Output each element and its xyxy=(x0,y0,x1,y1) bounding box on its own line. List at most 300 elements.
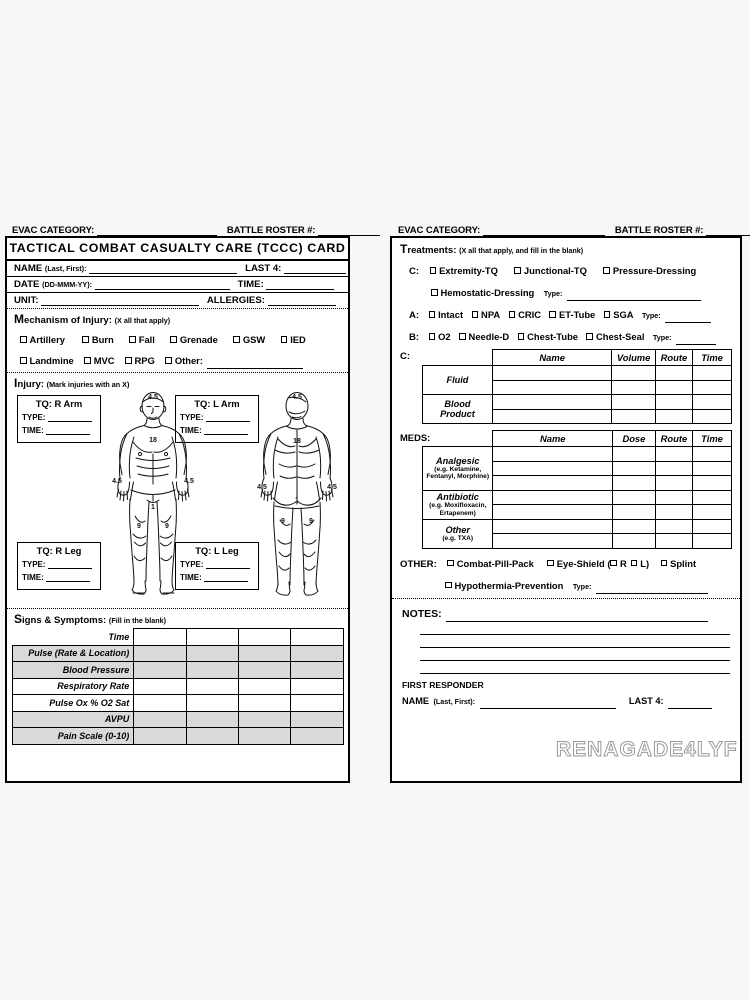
label-left-arm-anterior: 4.5 xyxy=(184,478,194,485)
label-torso-posterior: 18 xyxy=(293,438,301,445)
fluids-row-label-blood-product: Blood Product xyxy=(423,395,493,424)
meds-cell[interactable] xyxy=(613,505,656,520)
checkbox-box-icon[interactable] xyxy=(429,333,436,340)
treatments-heading xyxy=(400,242,732,256)
allergies-input[interactable] xyxy=(268,296,336,306)
checkbox-box-icon[interactable] xyxy=(165,357,172,364)
checkbox-box-icon[interactable] xyxy=(603,267,610,274)
checkbox-hypothermia-label: Hypothermia-Prevention xyxy=(454,579,564,591)
checkbox-box-icon[interactable] xyxy=(233,336,240,343)
battle-roster-label-left: BATTLE ROSTER #: xyxy=(226,225,316,236)
treatments-c-row-1 xyxy=(400,261,732,279)
signs-cell[interactable] xyxy=(238,645,290,662)
checkbox-box-icon[interactable] xyxy=(429,311,436,318)
checkbox-box-icon[interactable] xyxy=(604,311,611,318)
fluids-header-volume: Volume xyxy=(612,350,655,366)
notes-input-2[interactable] xyxy=(420,634,730,635)
field-row-unit xyxy=(7,293,348,308)
checkbox-box-icon[interactable] xyxy=(431,289,438,296)
checkbox-sga-label: SGA xyxy=(613,309,634,320)
checkbox-eye-shield-r[interactable] xyxy=(610,558,626,569)
fluids-header-time: Time xyxy=(693,350,732,366)
fluids-cell[interactable] xyxy=(655,395,692,410)
mechanism-heading-rest: echanism of Injury: xyxy=(24,315,112,326)
fluids-cell[interactable] xyxy=(492,380,612,395)
last4-input[interactable] xyxy=(284,264,346,274)
signs-cell[interactable] xyxy=(238,629,290,646)
table-row xyxy=(423,366,732,381)
meds-section xyxy=(392,424,740,549)
evac-bar-right xyxy=(398,225,750,236)
checkbox-box-icon[interactable] xyxy=(586,333,593,340)
tq-box-right-leg[interactable] xyxy=(17,542,101,590)
checkbox-cric[interactable] xyxy=(509,309,541,320)
row-label-pulse-ox: Pulse Ox % O2 Sat xyxy=(12,695,134,712)
meds-cell[interactable] xyxy=(493,534,613,549)
breathing-label: B: xyxy=(409,332,420,343)
meds-row-label-antibiotic: Antibiotic (e.g. Moxifloxacin, Ertapenem) xyxy=(423,490,493,519)
checkbox-artillery[interactable] xyxy=(20,334,65,345)
meds-cell[interactable] xyxy=(693,447,732,462)
tq-left-leg-time-input[interactable] xyxy=(204,572,248,582)
checkbox-box-icon[interactable] xyxy=(281,336,288,343)
other-mechanism-input[interactable] xyxy=(207,359,303,369)
battle-roster-input-left[interactable] xyxy=(318,226,380,236)
field-row-date xyxy=(7,277,348,293)
evac-category-input-left[interactable] xyxy=(97,226,217,236)
checkbox-splint[interactable] xyxy=(661,558,697,569)
notes-section xyxy=(392,599,740,674)
meds-cell[interactable] xyxy=(493,476,613,491)
meds-cell[interactable] xyxy=(655,534,692,549)
checkbox-et-tube-label: ET-Tube xyxy=(558,309,596,320)
checkbox-burn[interactable] xyxy=(82,334,113,345)
fluids-row-label-fluid: Fluid xyxy=(423,366,493,395)
table-header-row xyxy=(423,431,732,447)
checkbox-chest-seal-label: Chest-Seal xyxy=(595,331,645,342)
fluids-cell[interactable] xyxy=(492,366,612,381)
fluids-cell[interactable] xyxy=(612,395,655,410)
checkbox-extremity-tq[interactable] xyxy=(430,265,498,276)
name-hint: (Last, First): xyxy=(44,264,87,273)
checkbox-chest-tube-label: Chest-Tube xyxy=(527,331,579,342)
breathing-type-input[interactable] xyxy=(676,335,716,345)
checkbox-box-icon[interactable] xyxy=(518,333,525,340)
signs-cell[interactable] xyxy=(291,728,343,745)
checkbox-box-icon[interactable] xyxy=(20,357,27,364)
checkbox-other-label: Other: xyxy=(174,355,203,366)
hemostatic-type-input[interactable] xyxy=(567,291,701,301)
checkbox-npa[interactable] xyxy=(472,309,501,320)
checkbox-pressure-dressing-label: Pressure-Dressing xyxy=(612,265,697,276)
tq-right-leg-time: TIME: xyxy=(22,572,96,582)
responder-last4-input[interactable] xyxy=(668,699,712,709)
fluids-cell[interactable] xyxy=(492,395,612,410)
checkbox-other-mechanism[interactable] xyxy=(165,355,203,366)
circulation-label: C: xyxy=(409,266,420,277)
signs-cell[interactable] xyxy=(238,695,290,712)
checkbox-o2-label: O2 xyxy=(438,331,451,342)
time-input[interactable] xyxy=(266,280,334,290)
injury-heading xyxy=(14,376,341,390)
treatments-b-row xyxy=(400,327,732,345)
checkbox-box-icon[interactable] xyxy=(447,560,454,567)
date-label: DATE xyxy=(14,279,40,290)
signs-cell[interactable] xyxy=(134,678,186,695)
label-left-leg-anterior: 9 xyxy=(165,523,169,530)
meds-cell[interactable] xyxy=(493,519,613,534)
checkbox-ied-label: IED xyxy=(290,334,306,345)
checkbox-box-icon[interactable] xyxy=(610,560,617,567)
fluids-cell[interactable] xyxy=(492,409,612,424)
checkbox-burn-label: Burn xyxy=(91,334,114,345)
hypothermia-type-input[interactable] xyxy=(596,584,708,594)
tccc-card-back xyxy=(390,236,742,783)
row-label-blood-pressure: Blood Pressure xyxy=(12,662,134,679)
fluids-cell[interactable] xyxy=(693,366,732,381)
checkbox-needle-d-label: Needle-D xyxy=(468,331,510,342)
tq-right-arm-time-input[interactable] xyxy=(46,425,90,435)
tq-right-leg-title: TQ: R Leg xyxy=(36,545,82,556)
table-header-row xyxy=(423,350,732,366)
checkbox-box-icon[interactable] xyxy=(129,336,136,343)
checkbox-chest-tube[interactable] xyxy=(518,331,578,342)
table-row xyxy=(12,728,343,745)
row-label-pulse: Pulse (Rate & Location) xyxy=(12,645,134,662)
responder-name-input[interactable] xyxy=(480,699,616,709)
injury-hint: (Mark injuries with an X) xyxy=(46,380,130,389)
meds-cell[interactable] xyxy=(493,505,613,520)
meds-cell[interactable] xyxy=(493,490,613,505)
label-torso-anterior: 18 xyxy=(149,437,157,444)
card-title: TACTICAL COMBAT CASUALTY CARE (TCCC) CARD xyxy=(7,238,348,261)
checkbox-box-icon[interactable] xyxy=(82,336,89,343)
tq-left-leg-time: TIME: xyxy=(180,572,254,582)
checkbox-et-tube[interactable] xyxy=(549,309,595,320)
signs-cell[interactable] xyxy=(134,695,186,712)
name-input[interactable] xyxy=(89,264,237,274)
treatments-heading-rest: reatments: xyxy=(407,245,457,256)
checkbox-fall-label: Fall xyxy=(138,334,155,345)
evac-category-input-right[interactable] xyxy=(483,226,605,236)
checkbox-box-icon[interactable] xyxy=(20,336,27,343)
tq-right-arm-type: TYPE: xyxy=(22,412,96,422)
first-responder-name-row xyxy=(402,691,730,709)
fluids-cell[interactable] xyxy=(693,409,732,424)
signs-cell[interactable] xyxy=(186,645,238,662)
body-figure-anterior[interactable] xyxy=(107,390,199,610)
responder-last4-label: LAST 4: xyxy=(628,695,664,706)
signs-cell[interactable] xyxy=(238,662,290,679)
mechanism-heading-initial: M xyxy=(14,312,24,326)
meds-cell[interactable] xyxy=(613,461,656,476)
notes-input-1[interactable] xyxy=(446,612,708,622)
checkbox-box-icon[interactable] xyxy=(472,311,479,318)
signs-cell[interactable] xyxy=(186,695,238,712)
meds-cell[interactable] xyxy=(613,534,656,549)
fluids-cell[interactable] xyxy=(693,380,732,395)
evac-bar-left xyxy=(12,225,380,236)
label-groin-posterior: 1 xyxy=(295,497,299,504)
tq-box-right-arm[interactable] xyxy=(17,395,101,443)
fluids-table xyxy=(422,349,732,424)
checkbox-box-icon[interactable] xyxy=(445,582,452,589)
checkbox-box-icon[interactable] xyxy=(84,357,91,364)
table-row xyxy=(12,629,343,646)
checkbox-box-icon[interactable] xyxy=(509,311,516,318)
fluids-cell[interactable] xyxy=(612,380,655,395)
meds-cell[interactable] xyxy=(613,519,656,534)
checkbox-eye-shield[interactable] xyxy=(547,558,610,569)
treatments-c-row-2 xyxy=(400,283,732,301)
label-left-arm-posterior: 4.5 xyxy=(327,484,337,491)
checkbox-gsw[interactable] xyxy=(233,334,265,345)
checkbox-chest-seal[interactable] xyxy=(586,331,644,342)
time-label: TIME: xyxy=(237,279,264,290)
tq-left-leg-type-input[interactable] xyxy=(206,559,250,569)
checkbox-box-icon[interactable] xyxy=(125,357,132,364)
eye-shield-paren-close: ) xyxy=(645,557,650,569)
table-row xyxy=(12,662,343,679)
label-groin-anterior: 1 xyxy=(151,504,155,511)
table-row xyxy=(12,695,343,712)
checkbox-eye-shield-l[interactable] xyxy=(631,558,646,569)
fluids-cell[interactable] xyxy=(655,366,692,381)
fluids-cell[interactable] xyxy=(655,380,692,395)
checkbox-intact[interactable] xyxy=(429,309,464,320)
signs-cell[interactable] xyxy=(238,711,290,728)
hemostatic-type-label: Type: xyxy=(543,289,563,298)
checkbox-box-icon[interactable] xyxy=(170,336,177,343)
checkbox-grenade[interactable] xyxy=(170,334,218,345)
signs-cell[interactable] xyxy=(291,711,343,728)
meds-cell[interactable] xyxy=(655,505,692,520)
name-label: NAME xyxy=(14,263,43,274)
battle-roster-label-right: BATTLE ROSTER #: xyxy=(614,225,704,236)
meds-cell[interactable] xyxy=(655,447,692,462)
tq-right-leg-type-input[interactable] xyxy=(48,559,92,569)
signs-cell[interactable] xyxy=(134,662,186,679)
tq-left-arm-time: TIME: xyxy=(180,425,254,435)
signs-heading xyxy=(14,612,341,626)
label-right-leg-posterior: 9 xyxy=(281,518,285,525)
meds-cell[interactable] xyxy=(655,519,692,534)
checkbox-mvc-label: MVC xyxy=(93,355,115,366)
label-left-leg-posterior: 9 xyxy=(309,518,313,525)
checkbox-box-icon[interactable] xyxy=(514,267,521,274)
signs-cell[interactable] xyxy=(291,629,343,646)
meds-cell[interactable] xyxy=(655,461,692,476)
meds-header-route: Route xyxy=(655,431,692,447)
meds-cell[interactable] xyxy=(655,476,692,491)
meds-header-dose: Dose xyxy=(613,431,656,447)
checkbox-grenade-label: Grenade xyxy=(179,334,218,345)
signs-cell[interactable] xyxy=(186,711,238,728)
injury-heading-rest: njury: xyxy=(17,379,44,390)
watermark-text: RENAGADE4LYF xyxy=(556,738,738,761)
tq-right-leg-time-input[interactable] xyxy=(46,572,90,582)
checkbox-sga[interactable] xyxy=(604,309,634,320)
checkbox-cric-label: CRIC xyxy=(518,309,542,320)
signs-cell[interactable] xyxy=(186,629,238,646)
battle-roster-input-right[interactable] xyxy=(706,226,750,236)
notes-input-3[interactable] xyxy=(420,647,730,648)
notes-input-4[interactable] xyxy=(420,660,730,661)
body-figure-posterior[interactable] xyxy=(251,390,343,610)
checkbox-box-icon[interactable] xyxy=(547,560,554,567)
tq-left-arm-time-input[interactable] xyxy=(204,425,248,435)
fluids-header-name: Name xyxy=(492,350,612,366)
signs-cell[interactable] xyxy=(291,662,343,679)
responder-name-hint: (Last, First): xyxy=(433,696,476,706)
signs-hint: (Fill in the blank) xyxy=(108,616,167,625)
treatments-section xyxy=(392,238,740,345)
checkbox-splint-label: Splint xyxy=(670,557,697,569)
mechanism-section xyxy=(7,309,348,372)
row-label-time: Time xyxy=(108,631,130,642)
meds-header-time: Time xyxy=(693,431,732,447)
checkbox-junctional-tq[interactable] xyxy=(514,265,587,276)
unit-label: UNIT: xyxy=(14,295,39,306)
notes-row-1 xyxy=(402,604,730,622)
row-label-pain-scale: Pain Scale (0-10) xyxy=(12,728,134,745)
meds-cell[interactable] xyxy=(693,534,732,549)
meds-cell[interactable] xyxy=(655,490,692,505)
signs-cell[interactable] xyxy=(186,728,238,745)
responder-name-label: NAME xyxy=(402,695,430,706)
signs-cell[interactable] xyxy=(291,678,343,695)
row-label-respiratory-rate: Respiratory Rate xyxy=(12,678,134,695)
tq-right-arm-title: TQ: R Arm xyxy=(35,398,83,409)
checkbox-box-icon[interactable] xyxy=(549,311,556,318)
fluids-cell[interactable] xyxy=(693,395,732,410)
treatments-a-row xyxy=(400,305,732,323)
checkbox-combat-pill-pack[interactable] xyxy=(447,558,534,569)
airway-type-input[interactable] xyxy=(665,313,711,323)
table-row xyxy=(12,678,343,695)
signs-cell[interactable] xyxy=(238,678,290,695)
checkbox-intact-label: Intact xyxy=(438,309,464,320)
breathing-type-label: Type: xyxy=(652,333,672,342)
checkbox-pressure-dressing[interactable] xyxy=(603,265,696,276)
other-row-2 xyxy=(400,576,732,594)
checkbox-junctional-tq-label: Junctional-TQ xyxy=(523,265,587,276)
meds-cell[interactable] xyxy=(493,447,613,462)
checkbox-box-icon[interactable] xyxy=(459,333,466,340)
tccc-card-front xyxy=(5,236,350,783)
date-input[interactable] xyxy=(95,280,230,290)
label-head-posterior: 4.5 xyxy=(292,394,302,401)
hypothermia-type-label: Type: xyxy=(572,581,592,591)
evac-category-label-right: EVAC CATEGORY: xyxy=(398,225,481,236)
meds-cell[interactable] xyxy=(493,461,613,476)
signs-cell[interactable] xyxy=(134,711,186,728)
checkbox-landmine-label: Landmine xyxy=(29,355,74,366)
checkbox-fall[interactable] xyxy=(129,334,155,345)
table-row xyxy=(12,711,343,728)
signs-cell[interactable] xyxy=(134,629,186,646)
label-head-anterior: 4.5 xyxy=(148,394,158,401)
tq-right-arm-time: TIME: xyxy=(22,425,96,435)
checkbox-ied[interactable] xyxy=(281,334,306,345)
meds-cell[interactable] xyxy=(693,505,732,520)
body-diagram-area xyxy=(7,390,348,608)
meds-row-label-other: Other (e.g. TXA) xyxy=(423,519,493,548)
checkbox-hypothermia-prevention[interactable] xyxy=(445,580,563,591)
meds-cell[interactable] xyxy=(613,490,656,505)
checkbox-extremity-tq-label: Extremity-TQ xyxy=(439,265,498,276)
meds-cell[interactable] xyxy=(693,461,732,476)
checkbox-box-icon[interactable] xyxy=(661,560,668,567)
signs-cell[interactable] xyxy=(186,678,238,695)
checkbox-rpg[interactable] xyxy=(125,355,155,366)
meds-table xyxy=(422,430,732,549)
label-right-arm-anterior: 4.5 xyxy=(112,478,122,485)
checkbox-eye-shield-r-label: R xyxy=(619,557,627,569)
date-hint: (DD-MMM-YY): xyxy=(42,280,92,289)
first-responder-title: FIRST RESPONDER xyxy=(402,679,484,690)
signs-cell[interactable] xyxy=(291,695,343,712)
checkbox-needle-d[interactable] xyxy=(459,331,509,342)
signs-cell[interactable] xyxy=(134,645,186,662)
tq-right-leg-type: TYPE: xyxy=(22,559,96,569)
checkbox-o2[interactable] xyxy=(429,331,451,342)
signs-cell[interactable] xyxy=(291,645,343,662)
tq-right-arm-type-input[interactable] xyxy=(48,412,92,422)
checkbox-box-icon[interactable] xyxy=(430,267,437,274)
checkbox-artillery-label: Artillery xyxy=(29,334,65,345)
meds-header-name: Name xyxy=(493,431,613,447)
table-row xyxy=(12,645,343,662)
allergies-label: ALLERGIES: xyxy=(206,295,265,306)
checkbox-eye-shield-l-label: L xyxy=(640,557,646,569)
treatments-hint: (X all that apply, and fill in the blank) xyxy=(459,246,584,255)
fluids-cell[interactable] xyxy=(612,409,655,424)
injury-heading-initial: I xyxy=(14,376,18,390)
mechanism-row-1 xyxy=(14,330,341,348)
tq-left-arm-type-input[interactable] xyxy=(206,412,250,422)
field-row-name xyxy=(7,261,348,277)
airway-type-label: Type: xyxy=(642,311,661,320)
signs-cell[interactable] xyxy=(186,662,238,679)
checkbox-hemostatic-dressing-label: Hemostatic-Dressing xyxy=(440,287,535,298)
meds-cell[interactable] xyxy=(613,476,656,491)
unit-input[interactable] xyxy=(41,296,199,306)
fluids-header-route: Route xyxy=(655,350,692,366)
checkbox-landmine[interactable] xyxy=(20,355,74,366)
tq-left-leg-type: TYPE: xyxy=(180,559,254,569)
meds-cell[interactable] xyxy=(693,490,732,505)
signs-cell[interactable] xyxy=(238,728,290,745)
row-label-avpu: AVPU xyxy=(12,711,134,728)
fluids-cell[interactable] xyxy=(655,409,692,424)
meds-cell[interactable] xyxy=(613,447,656,462)
meds-cell[interactable] xyxy=(693,519,732,534)
checkbox-hemostatic-dressing[interactable] xyxy=(431,287,534,298)
fluids-c-label: C: xyxy=(400,351,411,362)
airway-label: A: xyxy=(409,310,420,321)
checkbox-box-icon[interactable] xyxy=(631,560,638,567)
posterior-body-svg xyxy=(251,390,343,605)
signs-cell[interactable] xyxy=(134,728,186,745)
checkbox-gsw-label: GSW xyxy=(242,334,266,345)
checkbox-eye-shield-label: Eye-Shield ( xyxy=(556,557,611,569)
label-right-leg-anterior: 9 xyxy=(137,523,141,530)
fluids-cell[interactable] xyxy=(612,366,655,381)
meds-cell[interactable] xyxy=(693,476,732,491)
signs-heading-rest: igns & Symptoms: xyxy=(22,615,107,626)
checkbox-mvc[interactable] xyxy=(84,355,114,366)
